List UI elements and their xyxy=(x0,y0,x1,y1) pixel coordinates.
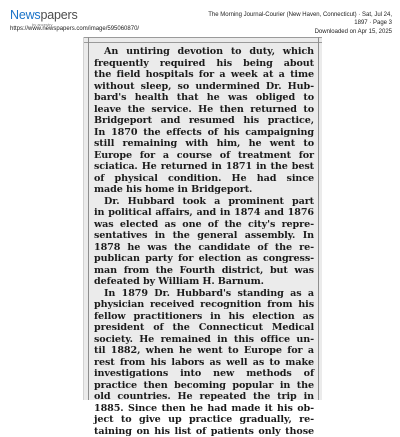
article-line: til 1882, when he went to Europe for a xyxy=(94,345,314,357)
article-line: sentatives in the general assembly. In xyxy=(94,230,314,242)
article-line: Europe for a course of treatment for xyxy=(94,150,314,162)
logo-accent: papers xyxy=(40,8,77,22)
article-line: of physical condition. He had since xyxy=(94,173,314,185)
article-line: in political affairs, and in 1874 and 1876 xyxy=(94,207,314,219)
article-line: rest from his labors as well as to make xyxy=(94,357,314,369)
article-line: society. He remained in this office un- xyxy=(94,334,314,346)
logo-main: News xyxy=(10,8,40,22)
article-line: bard's health that he was obliged to xyxy=(94,92,314,104)
logo-wordmark xyxy=(10,9,65,22)
article-line: defeated by William H. Barnum. xyxy=(94,276,314,288)
column-rule-right xyxy=(318,37,319,400)
article-line: the field hospitals for a week at a time xyxy=(94,69,314,81)
article-text xyxy=(94,46,314,437)
column-rule-left xyxy=(88,37,89,400)
article-line: Dr. Hubbard took a prominent part xyxy=(94,196,314,208)
article-line: frequently required his being about xyxy=(94,58,314,70)
article-line: 1878 he was the candidate of the re- xyxy=(94,242,314,254)
article-line: In 1879 Dr. Hubbard's standing as a xyxy=(94,288,314,300)
article-line: In 1870 the effects of his campaigning xyxy=(94,127,314,139)
publication-date-page: 1897 · Page 3 xyxy=(208,19,392,27)
article-line: taining on his list of patients only those xyxy=(94,426,314,437)
article-line: practice then becoming popular in the xyxy=(94,380,314,392)
article-line: ject to give up practice gradually, re- xyxy=(94,414,314,426)
page-header xyxy=(0,0,400,40)
article-line: president of the Connecticut Medical xyxy=(94,322,314,334)
article-line: fellow practitioners in his election as xyxy=(94,311,314,323)
article-line: was elected as one of the city's repre- xyxy=(94,219,314,231)
article-line: man from the Fourth district, but was xyxy=(94,265,314,277)
article-line: physician received recognition from his xyxy=(94,299,314,311)
article-line: An untiring devotion to duty, which xyxy=(94,46,314,58)
download-date: Downloaded on Apr 15, 2025 xyxy=(208,28,392,36)
article-line: leave the service. He then returned to xyxy=(94,104,314,116)
article-line: still remaining with him, he went to xyxy=(94,138,314,150)
logo-subtitle: by ancestry xyxy=(10,22,65,27)
article-line: sciatica. He returned in 1871 in the best xyxy=(94,161,314,173)
clipping-meta xyxy=(208,11,392,36)
article-line: made his home in Bridgeport. xyxy=(94,184,314,196)
article-line: without sleep, so undermined Dr. Hub- xyxy=(94,81,314,93)
article-line: publican party for election as congress- xyxy=(94,253,314,265)
article-line: investigations into new methods of xyxy=(94,368,314,380)
newspaper-clipping xyxy=(83,37,322,400)
publication-title: The Morning Journal-Courier (New Haven, Connecticut) · Sat, Jul 24, xyxy=(208,11,392,19)
article-line: old countries. He repeated the trip in xyxy=(94,391,314,403)
article-line: Bridgeport and resumed his practice, xyxy=(94,115,314,127)
article-line: 1885. Since then he had made it his ob- xyxy=(94,403,314,415)
image-url[interactable]: https://www.newspapers.com/image/595060870/ xyxy=(10,25,139,33)
